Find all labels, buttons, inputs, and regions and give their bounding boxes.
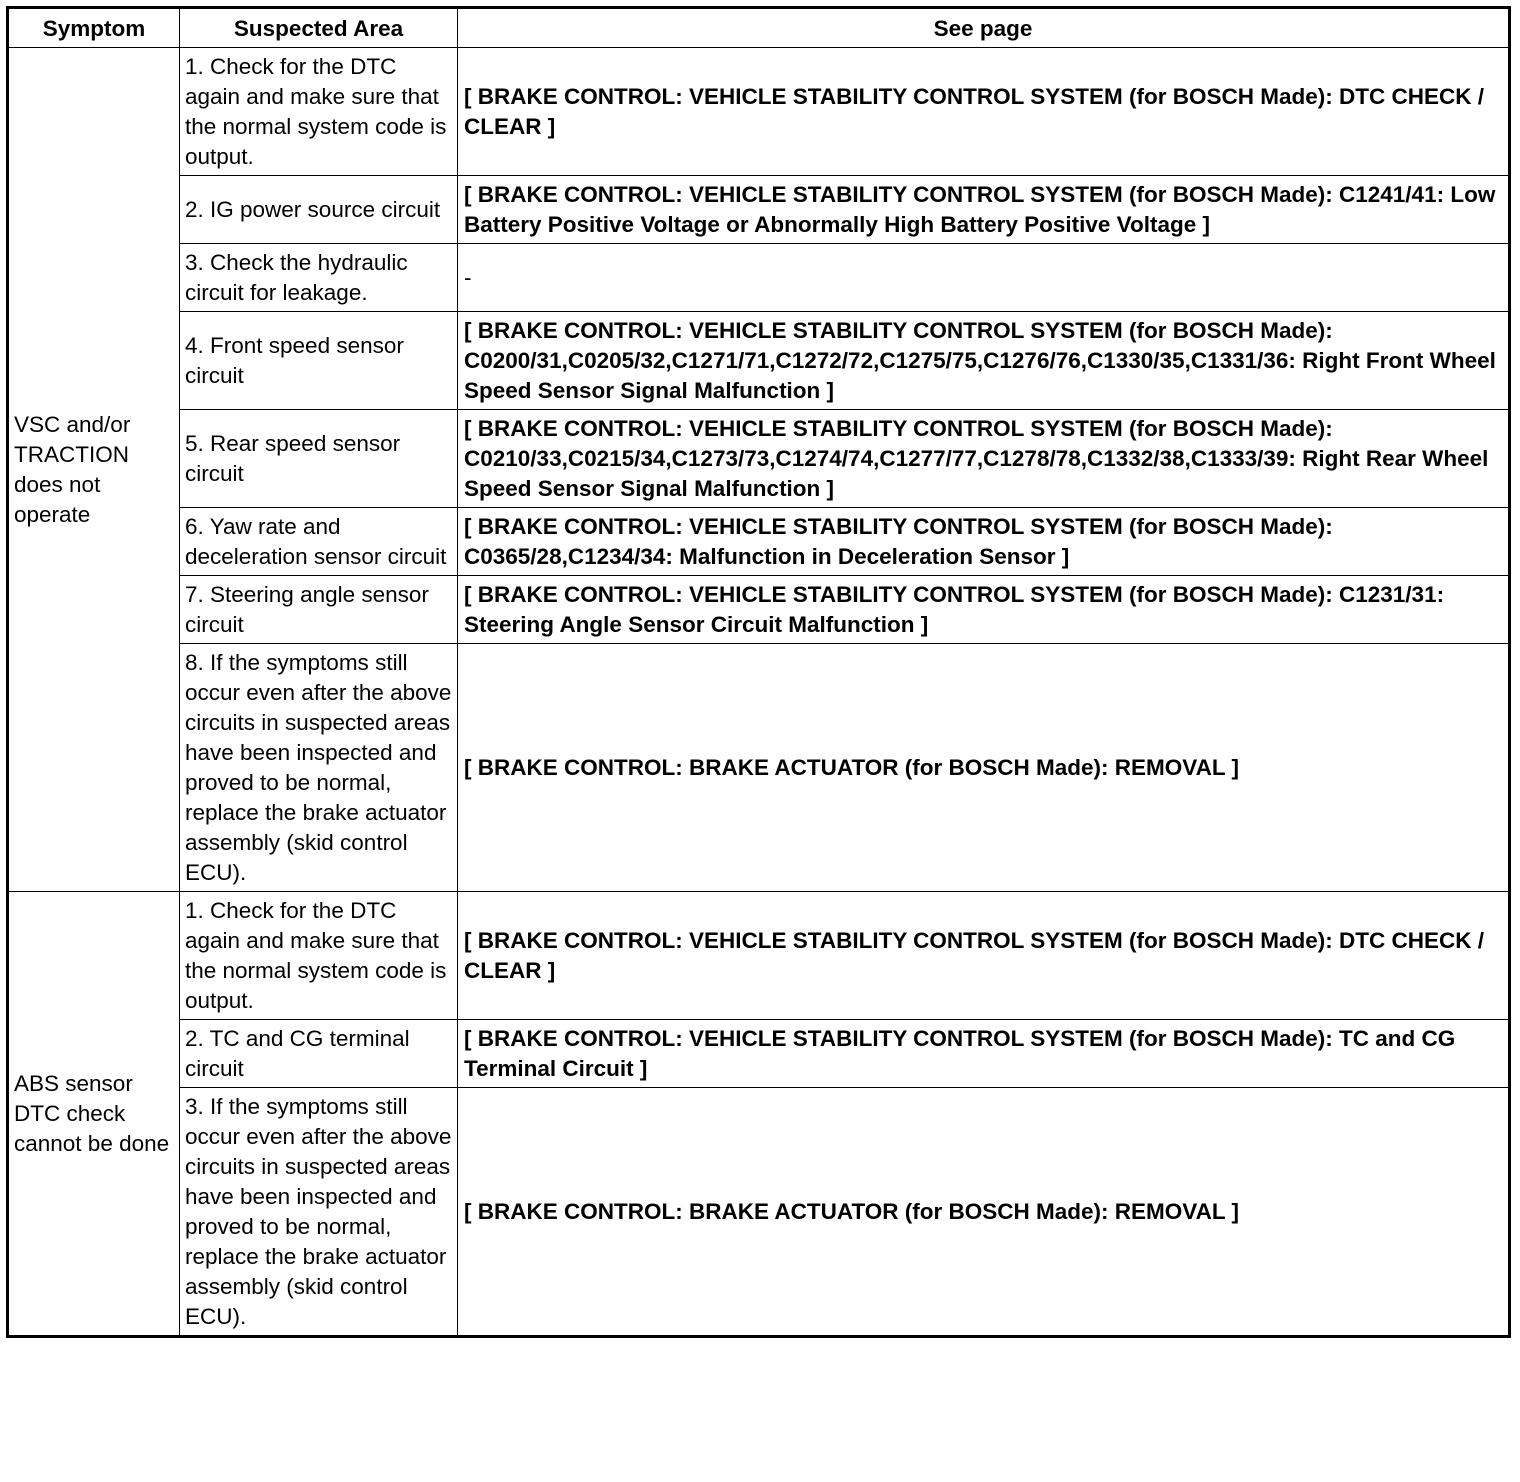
see-page-link[interactable]: [ BRAKE CONTROL: VEHICLE STABILITY CONTROL SYSTEM (for BOSCH Made): C0200/31,C0205/32,C1271/71,C1272/72,C1275/75,C1276/76,C1330/35,C1331/36: Right Front Wheel Speed Sensor Signal Malfunction ]	[458, 312, 1510, 410]
symptom-cell: VSC and/or TRACTION does not operate	[8, 48, 180, 892]
header-row	[8, 8, 1510, 48]
see-page-link[interactable]: [ BRAKE CONTROL: VEHICLE STABILITY CONTROL SYSTEM (for BOSCH Made): DTC CHECK / CLEAR ]	[458, 892, 1510, 1020]
suspected-area-cell: 2. IG power source circuit	[180, 176, 458, 244]
table-row	[8, 176, 1510, 244]
suspected-area-cell: 1. Check for the DTC again and make sure that the normal system code is output.	[180, 48, 458, 176]
table-row	[8, 312, 1510, 410]
table-row	[8, 892, 1510, 1020]
table-row	[8, 576, 1510, 644]
suspected-area-cell: 3. If the symptoms still occur even after the above circuits in suspected areas have been inspected and proved to be normal, replace the brake actuator assembly (skid control ECU).	[180, 1088, 458, 1337]
suspected-area-cell: 4. Front speed sensor circuit	[180, 312, 458, 410]
header-see-page: See page	[458, 8, 1510, 48]
suspected-area-cell: 8. If the symptoms still occur even after the above circuits in suspected areas have been inspected and proved to be normal, replace the brake actuator assembly (skid control ECU).	[180, 644, 458, 892]
header-suspected-area: Suspected Area	[180, 8, 458, 48]
table-row	[8, 244, 1510, 312]
see-page-link[interactable]: [ BRAKE CONTROL: VEHICLE STABILITY CONTROL SYSTEM (for BOSCH Made): DTC CHECK / CLEAR ]	[458, 48, 1510, 176]
see-page-link[interactable]: [ BRAKE CONTROL: VEHICLE STABILITY CONTROL SYSTEM (for BOSCH Made): C1231/31: Steering Angle Sensor Circuit Malfunction ]	[458, 576, 1510, 644]
see-page-link[interactable]: [ BRAKE CONTROL: BRAKE ACTUATOR (for BOSCH Made): REMOVAL ]	[458, 1088, 1510, 1337]
suspected-area-cell: 7. Steering angle sensor circuit	[180, 576, 458, 644]
see-page-link[interactable]: [ BRAKE CONTROL: BRAKE ACTUATOR (for BOSCH Made): REMOVAL ]	[458, 644, 1510, 892]
table-row	[8, 1088, 1510, 1337]
table-row	[8, 508, 1510, 576]
header-symptom: Symptom	[8, 8, 180, 48]
see-page-link[interactable]: [ BRAKE CONTROL: VEHICLE STABILITY CONTROL SYSTEM (for BOSCH Made): C0365/28,C1234/34: Malfunction in Deceleration Sensor ]	[458, 508, 1510, 576]
see-page-link[interactable]: [ BRAKE CONTROL: VEHICLE STABILITY CONTROL SYSTEM (for BOSCH Made): TC and CG Terminal Circuit ]	[458, 1020, 1510, 1088]
see-page-dash: -	[458, 244, 1510, 312]
suspected-area-cell: 5. Rear speed sensor circuit	[180, 410, 458, 508]
table-row	[8, 1020, 1510, 1088]
troubleshooting-table	[6, 6, 1511, 1338]
suspected-area-cell: 3. Check the hydraulic circuit for leakage.	[180, 244, 458, 312]
suspected-area-cell: 2. TC and CG terminal circuit	[180, 1020, 458, 1088]
see-page-link[interactable]: [ BRAKE CONTROL: VEHICLE STABILITY CONTROL SYSTEM (for BOSCH Made): C1241/41: Low Battery Positive Voltage or Abnormally High Battery Positive Voltage ]	[458, 176, 1510, 244]
table-row	[8, 48, 1510, 176]
see-page-link[interactable]: [ BRAKE CONTROL: VEHICLE STABILITY CONTROL SYSTEM (for BOSCH Made): C0210/33,C0215/34,C1273/73,C1274/74,C1277/77,C1278/78,C1332/38,C1333/39: Right Rear Wheel Speed Sensor Signal Malfunction ]	[458, 410, 1510, 508]
table-row	[8, 410, 1510, 508]
symptom-cell: ABS sensor DTC check cannot be done	[8, 892, 180, 1337]
table-row	[8, 644, 1510, 892]
suspected-area-cell: 1. Check for the DTC again and make sure that the normal system code is output.	[180, 892, 458, 1020]
suspected-area-cell: 6. Yaw rate and deceleration sensor circuit	[180, 508, 458, 576]
